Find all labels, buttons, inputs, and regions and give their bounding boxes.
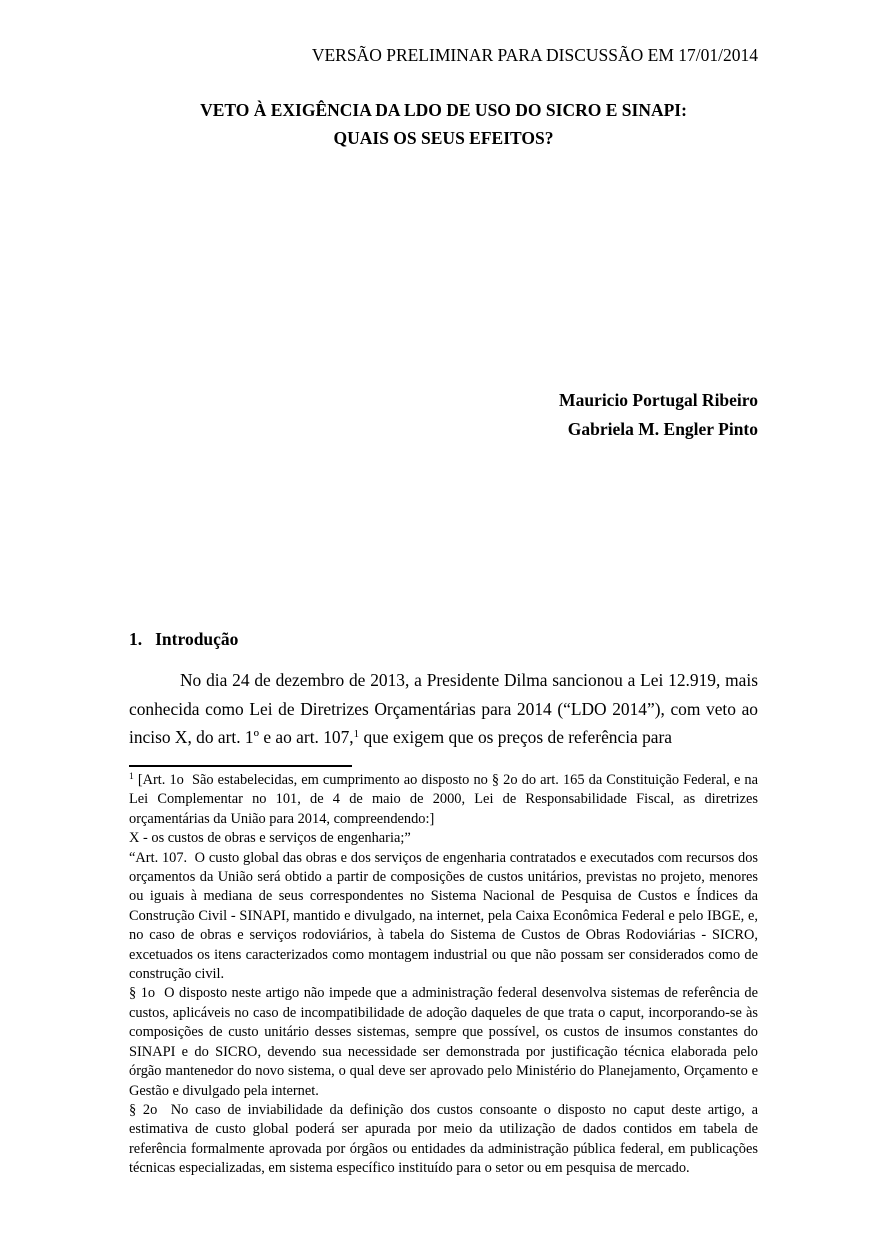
authors-block [129, 386, 758, 444]
footnote-paragraph-4: § 1o O disposto neste artigo não impede que a administração federal desenvolva sistemas de referência de custos, aplicáveis no caso de incompatibilidade de adoção daqueles de que trata o caput, incorporando-se às composições de custo unitário desses sistemas, sempre que possível, os custos de insumos constantes do SINAPI e do SICRO, devendo sua necessidade ser demonstrada por justificação técnica elaborada pelo órgão mantenedor do novo sistema, o qual deve ser aprovado pelo Ministério do Planejamento, Orçamento e Gestão e divulgado pela internet. [129, 985, 758, 1099]
footnote-paragraph-3: “Art. 107. O custo global das obras e dos serviços de engenharia contratados e executados com recursos dos orçamentos da União será obtido a partir de composições de custos unitários, previstas no projeto, menores ou iguais à mediana de seus correspondentes no Sistema Nacional de Pesquisa de Custos e Índices da Construção Civil - SINAPI, mantido e divulgado, na internet, pela Caixa Econômica Federal e pelo IBGE, e, no caso de obras e serviços rodoviários, à tabela do Sistema de Custos de Obras Rodoviárias - SICRO, excetuados os itens caracterizados como montagem industrial ou que não possam ser considerados como de construção civil. [129, 849, 758, 983]
footnote-block [129, 771, 758, 1179]
intro-paragraph [129, 666, 758, 752]
footnote-marker-1: 1 [129, 772, 134, 782]
document-title-line-2: QUAIS OS SEUS EFEITOS? [333, 128, 554, 148]
footnote-paragraph-2: X - os custos de obras e serviços de engenharia;” [129, 830, 411, 847]
footnote-paragraph-1-text: [Art. 1o São estabelecidas, em cumprimento ao disposto no § 2o do art. 165 da Constituição Federal, e na Lei Complementar no 101, de 4 de maio de 2000, Lei de Responsabilidade Fiscal, as diretrizes orçamentárias da União para 2014, compreendendo:] [129, 772, 758, 827]
document-title [129, 96, 758, 152]
section-title: Introdução [155, 629, 239, 649]
section-heading-introduction [129, 627, 758, 651]
section-number: 1. [129, 629, 143, 649]
document-title-line-1: VETO À EXIGÊNCIA DA LDO DE USO DO SICRO E SINAPI: [200, 100, 687, 120]
draft-version-header: VERSÃO PRELIMINAR PARA DISCUSSÃO EM 17/01/2014 [311, 45, 758, 65]
footnote-reference-1: 1 [353, 728, 360, 741]
footnote-paragraph-1 [129, 771, 758, 829]
footnote-separator-rule [129, 765, 352, 767]
intro-paragraph-text-after-ref: que exigem que os preços de referência para [359, 727, 673, 748]
footnote-paragraph-5: § 2o No caso de inviabilidade da definição dos custos consoante o disposto no caput deste artigo, a estimativa de custo global poderá ser apurada por meio da utilização de dados contidos em tabela de referência formalmente aprovada por órgãos ou entidades da administração pública federal, em publicações técnicas especializadas, em sistema específico instituído para o setor ou em pesquisa de mercado. [129, 1101, 758, 1177]
author-name-1: Mauricio Portugal Ribeiro [559, 390, 758, 410]
author-name-2: Gabriela M. Engler Pinto [567, 419, 758, 439]
intro-paragraph-text-before-ref: No dia 24 de dezembro de 2013, a Presidente Dilma sancionou a Lei 12.919, mais conhecida como Lei de Diretrizes Orçamentárias para 2014 (“LDO 2014”), com veto ao inciso X, do art. 1º e ao art. 107, [129, 670, 758, 748]
